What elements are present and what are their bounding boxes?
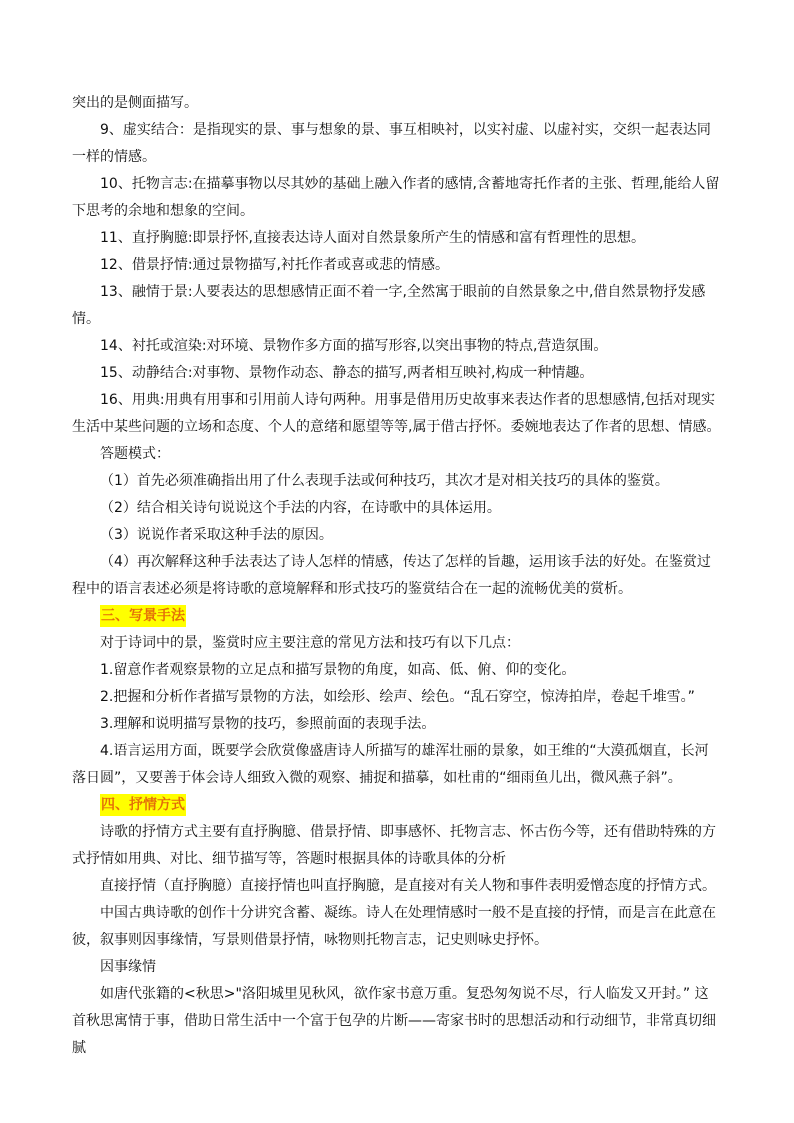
paragraph: 突出的是侧面描写。: [72, 95, 198, 111]
paragraph: 对于诗词中的景，鉴赏时应主要注意的常见方法和技巧有以下几点：: [100, 635, 520, 651]
paragraph: 直接抒情（直抒胸臆）直接抒情也叫直抒胸臆，是直接对有关人物和事件表明爱憎态度的抒情方式。: [100, 878, 716, 894]
paragraph: 10、托物言志:在描摹事物以尽其妙的基础上融入作者的感情,含蓄地寄托作者的主张、哲理,能给人留下思考的余地和想象的空间。: [72, 176, 720, 219]
paragraph: 中国古典诗歌的创作十分讲究含蓄、凝练。诗人在处理情感时一般不是直接的抒情，而是言在此意在彼，叙事则因事缘情，写景则借景抒情，咏物则托物言志，记史则咏史抒怀。: [72, 905, 716, 948]
paragraph: 因事缘情: [100, 959, 156, 975]
section-heading-line: [72, 603, 722, 630]
paragraph: 11、直抒胸臆:即景抒怀,直接表达诗人面对自然景象所产生的情感和富有哲理性的思想。: [100, 230, 645, 246]
paragraph: （2）结合相关诗句说说这个手法的内容，在诗歌中的具体运用。: [100, 500, 501, 516]
paragraph: 12、借景抒情:通过景物描写,衬托作者或喜或悲的情感。: [100, 257, 449, 273]
paragraph: 2.把握和分析作者描写景物的方法，如绘形、绘声、绘色。“乱石穿空，惊涛拍岸，卷起千堆雪。”: [100, 689, 695, 705]
paragraph: 16、用典:用典有用事和引用前人诗句两种。用事是借用历史故事来表达作者的思想感情,包括对现实生活中某些问题的立场和态度、个人的意绪和愿望等等,属于借古抒怀。委婉地表达了作者的思想、情感。: [72, 392, 721, 435]
paragraph: 答题模式：: [100, 446, 170, 462]
paragraph: 诗歌的抒情方式主要有直抒胸臆、借景抒情、即事感怀、托物言志、怀古伤今等，还有借助特殊的方式抒情如用典、对比、细节描写等，答题时根据具体的诗歌具体的分析: [72, 824, 716, 867]
paragraph: 4.语言运用方面，既要学会欣赏像盛唐诗人所描写的雄浑壮丽的景象，如王维的“大漠孤烟直，长河落日圆”，又要善于体会诗人细致入微的观察、捕捉和描摹，如杜甫的“细雨鱼儿出，微风燕子斜”。: [72, 743, 709, 786]
section-heading: 四、抒情方式: [100, 794, 186, 816]
paragraph: 9、虚实结合：是指现实的景、事与想象的景、事互相映衬，以实衬虚、以虚衬实，交织一起表达同一样的情感。: [72, 122, 711, 165]
paragraph: 14、衬托或渲染:对环境、景物作多方面的描写形容,以突出事物的特点,营造氛围。: [100, 338, 608, 354]
paragraph: 3.理解和说明描写景物的技巧，参照前面的表现手法。: [100, 716, 436, 732]
section-heading: 三、写景手法: [100, 605, 186, 627]
paragraph: （4）再次解释这种手法表达了诗人怎样的情感，传达了怎样的旨趣，运用该手法的好处。在鉴赏过程中的语言表述必须是将诗歌的意境解释和形式技巧的鉴赏结合在一起的流畅优美的赏析。: [72, 554, 711, 597]
document-page: [72, 90, 722, 1062]
paragraph: （1）首先必须准确指出用了什么表现手法或何种技巧，其次才是对相关技巧的具体的鉴赏。: [100, 473, 669, 489]
section-heading-line: [72, 792, 722, 819]
paragraph: 15、动静结合:对事物、景物作动态、静态的描写,两者相互映衬,构成一种情趣。: [100, 365, 594, 381]
paragraph: 13、融情于景:人要表达的思想感情正面不着一字,全然寓于眼前的自然景象之中,借自然景物抒发感情。: [72, 284, 706, 327]
paragraph: 1.留意作者观察景物的立足点和描写景物的角度，如高、低、俯、仰的变化。: [100, 662, 576, 678]
paragraph: 如唐代张籍的<秋思>"洛阳城里见秋风，欲作家书意万重。复恐匆匆说不尽，行人临发又开封。” 这首秋思寓情于事，借助日常生活中一个富于包孕的片断——寄家书时的思想活动和行动细节，非常真切细腻: [72, 986, 716, 1056]
paragraph: （3）说说作者采取这种手法的原因。: [100, 527, 333, 543]
